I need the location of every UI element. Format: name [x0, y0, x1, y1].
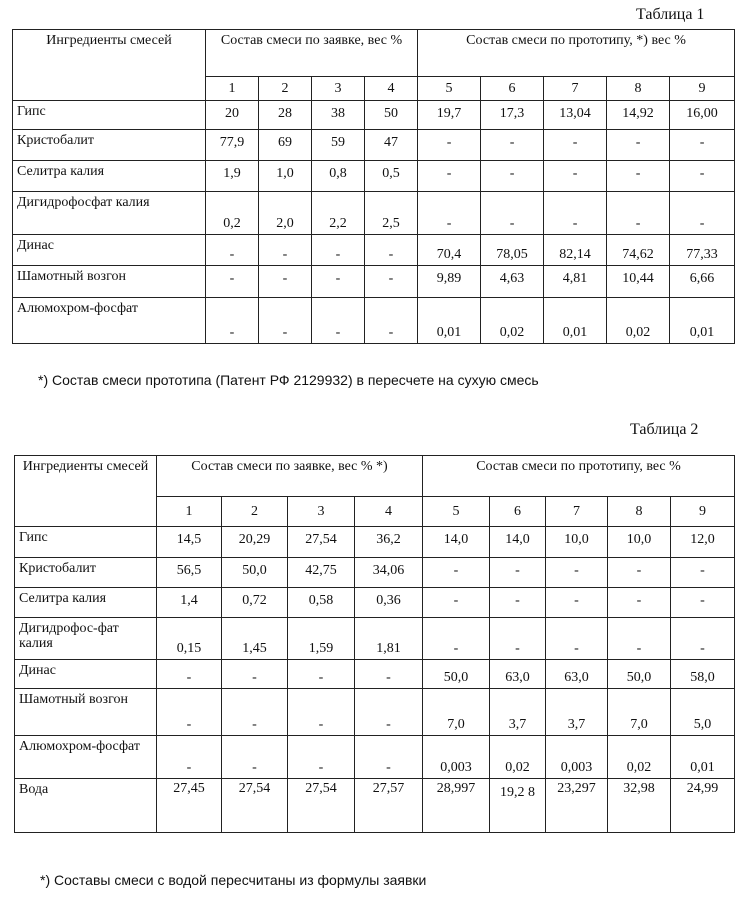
row-label: Динас: [13, 235, 206, 266]
cell-value: 0,36: [355, 588, 423, 618]
table1-col-number: 3: [312, 77, 365, 101]
cell-value: -: [608, 588, 671, 618]
cell-value: 4,81: [544, 266, 607, 298]
table1-caption: Таблица 1: [636, 6, 705, 23]
cell-value: 3,7: [490, 689, 546, 736]
cell-value: -: [490, 588, 546, 618]
table-row: [15, 558, 735, 588]
cell-value: 6,66: [670, 266, 735, 298]
table2-col-number: 7: [546, 497, 608, 527]
cell-value: 36,2: [355, 527, 423, 558]
cell-value: -: [222, 660, 288, 689]
row-label: Шамотный возгон: [13, 266, 206, 298]
cell-value: 0,02: [607, 298, 670, 344]
cell-value: 0,72: [222, 588, 288, 618]
table-row: [15, 660, 735, 689]
cell-value: 2,0: [259, 192, 312, 235]
table2-header-ingredient: Ингредиенты смесей: [15, 456, 157, 527]
row-label: Гипс: [15, 527, 157, 558]
table2-caption: Таблица 2: [630, 421, 699, 438]
cell-value: 1,4: [157, 588, 222, 618]
cell-value: 10,44: [607, 266, 670, 298]
table-row: [13, 101, 735, 130]
cell-value: -: [607, 161, 670, 192]
cell-value: -: [206, 235, 259, 266]
cell-value: 47: [365, 130, 418, 161]
cell-value: 42,75: [288, 558, 355, 588]
cell-value: -: [288, 689, 355, 736]
row-label: Вода: [15, 779, 157, 833]
cell-value: 27,57: [355, 779, 423, 833]
cell-value: -: [157, 660, 222, 689]
cell-value: 14,92: [607, 101, 670, 130]
cell-value: 7,0: [608, 689, 671, 736]
table1-col-number: 6: [481, 77, 544, 101]
row-label: Кристобалит: [15, 558, 157, 588]
cell-value: 2,5: [365, 192, 418, 235]
cell-value: 74,62: [607, 235, 670, 266]
cell-value: 0,5: [365, 161, 418, 192]
cell-value: 19,7: [418, 101, 481, 130]
table-row: [15, 689, 735, 736]
table1: [12, 29, 735, 344]
cell-value: -: [670, 192, 735, 235]
cell-value: 70,4: [418, 235, 481, 266]
row-label: Селитра калия: [13, 161, 206, 192]
cell-value: 5,0: [671, 689, 735, 736]
cell-value: 63,0: [490, 660, 546, 689]
cell-value: -: [206, 266, 259, 298]
table-row: [15, 779, 735, 833]
table1-header-claim: Состав смеси по заявке, вес %: [206, 30, 418, 77]
cell-value: 0,2: [206, 192, 259, 235]
cell-value: -: [418, 130, 481, 161]
row-label: Селитра калия: [15, 588, 157, 618]
cell-value: -: [671, 618, 735, 660]
cell-value: 27,54: [222, 779, 288, 833]
cell-value: 38: [312, 101, 365, 130]
cell-value: -: [607, 130, 670, 161]
cell-value: 59: [312, 130, 365, 161]
cell-value: 0,15: [157, 618, 222, 660]
cell-value: 14,0: [423, 527, 490, 558]
cell-value: 1,45: [222, 618, 288, 660]
cell-value: 69: [259, 130, 312, 161]
cell-value: 23,297: [546, 779, 608, 833]
cell-value: -: [544, 192, 607, 235]
table2-col-number: 2: [222, 497, 288, 527]
table1-col-number: 9: [670, 77, 735, 101]
cell-value: -: [670, 130, 735, 161]
table2-header-prototype: Состав смеси по прототипу, вес %: [423, 456, 735, 497]
cell-value: -: [222, 736, 288, 779]
cell-value: 9,89: [418, 266, 481, 298]
cell-value: -: [546, 558, 608, 588]
cell-value: -: [259, 235, 312, 266]
cell-value: 27,54: [288, 779, 355, 833]
cell-value: 0,003: [546, 736, 608, 779]
cell-value: -: [355, 660, 423, 689]
cell-value: -: [288, 736, 355, 779]
table2-header-claim: Состав смеси по заявке, вес % *): [157, 456, 423, 497]
table1-col-number: 1: [206, 77, 259, 101]
cell-value: -: [418, 161, 481, 192]
cell-value: 50,0: [608, 660, 671, 689]
table2-col-number: 1: [157, 497, 222, 527]
cell-value: 19,2 8: [490, 779, 546, 833]
cell-value: 24,99: [671, 779, 735, 833]
cell-value: -: [607, 192, 670, 235]
cell-value: -: [490, 618, 546, 660]
cell-value: -: [312, 235, 365, 266]
cell-value: -: [157, 689, 222, 736]
row-label: Алюмохром-фосфат: [13, 298, 206, 344]
cell-value: 14,0: [490, 527, 546, 558]
cell-value: 0,01: [670, 298, 735, 344]
table2-col-number: 5: [423, 497, 490, 527]
cell-value: 4,63: [481, 266, 544, 298]
table1-header-ingredient: Ингредиенты смесей: [13, 30, 206, 101]
cell-value: 50: [365, 101, 418, 130]
cell-value: 10,0: [546, 527, 608, 558]
table1-col-number: 2: [259, 77, 312, 101]
cell-value: -: [355, 689, 423, 736]
cell-value: 0,003: [423, 736, 490, 779]
table1-footnote: *) Состав смеси прототипа (Патент РФ 2129932) в пересчете на сухую смесь: [38, 372, 539, 388]
row-label: Дигидрофосфат калия: [13, 192, 206, 235]
cell-value: -: [365, 266, 418, 298]
cell-value: 28,997: [423, 779, 490, 833]
cell-value: 12,0: [671, 527, 735, 558]
table2-col-number: 8: [608, 497, 671, 527]
table1-col-number: 4: [365, 77, 418, 101]
cell-value: 0,8: [312, 161, 365, 192]
table-row: [13, 298, 735, 344]
cell-value: 56,5: [157, 558, 222, 588]
cell-value: 1,59: [288, 618, 355, 660]
row-label: Динас: [15, 660, 157, 689]
table-row: [13, 192, 735, 235]
cell-value: 20,29: [222, 527, 288, 558]
cell-value: 1,0: [259, 161, 312, 192]
cell-value: 1,81: [355, 618, 423, 660]
cell-value: 7,0: [423, 689, 490, 736]
cell-value: -: [206, 298, 259, 344]
table2-col-number: 3: [288, 497, 355, 527]
table2: [14, 455, 735, 833]
cell-value: 16,00: [670, 101, 735, 130]
cell-value: 0,58: [288, 588, 355, 618]
cell-value: -: [288, 660, 355, 689]
cell-value: -: [546, 618, 608, 660]
cell-value: -: [259, 266, 312, 298]
cell-value: -: [490, 558, 546, 588]
cell-value: -: [423, 558, 490, 588]
row-label: Шамотный возгон: [15, 689, 157, 736]
cell-value: 20: [206, 101, 259, 130]
cell-value: 0,01: [671, 736, 735, 779]
cell-value: 17,3: [481, 101, 544, 130]
table-row: [13, 266, 735, 298]
cell-value: 82,14: [544, 235, 607, 266]
cell-value: -: [365, 298, 418, 344]
cell-value: -: [608, 558, 671, 588]
table-row: [15, 527, 735, 558]
table-row: [15, 618, 735, 660]
cell-value: 78,05: [481, 235, 544, 266]
cell-value: 0,01: [418, 298, 481, 344]
cell-value: -: [418, 192, 481, 235]
table-row: [15, 736, 735, 779]
cell-value: -: [355, 736, 423, 779]
cell-value: 0,02: [490, 736, 546, 779]
row-label: Алюмохром-фосфат: [15, 736, 157, 779]
table2-col-number: 4: [355, 497, 423, 527]
cell-value: 50,0: [423, 660, 490, 689]
row-label: Гипс: [13, 101, 206, 130]
cell-value: -: [423, 588, 490, 618]
cell-value: 58,0: [671, 660, 735, 689]
table2-col-number: 6: [490, 497, 546, 527]
cell-value: -: [222, 689, 288, 736]
cell-value: -: [423, 618, 490, 660]
table-row: [13, 130, 735, 161]
row-label: Дигидрофос-фат калия: [15, 618, 157, 660]
cell-value: -: [544, 161, 607, 192]
table2-col-number: 9: [671, 497, 735, 527]
cell-value: 50,0: [222, 558, 288, 588]
cell-value: 13,04: [544, 101, 607, 130]
table1-col-number: 7: [544, 77, 607, 101]
cell-value: -: [365, 235, 418, 266]
cell-value: 1,9: [206, 161, 259, 192]
cell-value: 77,33: [670, 235, 735, 266]
cell-value: 0,01: [544, 298, 607, 344]
cell-value: 2,2: [312, 192, 365, 235]
cell-value: 28: [259, 101, 312, 130]
cell-value: 27,54: [288, 527, 355, 558]
cell-value: -: [671, 588, 735, 618]
cell-value: 3,7: [546, 689, 608, 736]
cell-value: 27,45: [157, 779, 222, 833]
cell-value: 14,5: [157, 527, 222, 558]
cell-value: -: [259, 298, 312, 344]
cell-value: -: [670, 161, 735, 192]
cell-value: 63,0: [546, 660, 608, 689]
cell-value: -: [481, 192, 544, 235]
table2-footnote: *) Составы смеси с водой пересчитаны из формулы заявки: [40, 872, 427, 888]
cell-value: -: [312, 266, 365, 298]
table1-col-number: 5: [418, 77, 481, 101]
cell-value: 77,9: [206, 130, 259, 161]
cell-value: -: [671, 558, 735, 588]
cell-value: 0,02: [608, 736, 671, 779]
cell-value: -: [546, 588, 608, 618]
cell-value: -: [608, 618, 671, 660]
cell-value: 10,0: [608, 527, 671, 558]
table-row: [15, 588, 735, 618]
cell-value: 34,06: [355, 558, 423, 588]
row-label: Кристобалит: [13, 130, 206, 161]
cell-value: -: [312, 298, 365, 344]
cell-value: 0,02: [481, 298, 544, 344]
cell-value: -: [157, 736, 222, 779]
cell-value: -: [481, 130, 544, 161]
cell-value: -: [481, 161, 544, 192]
table-row: [13, 235, 735, 266]
table1-col-number: 8: [607, 77, 670, 101]
cell-value: -: [544, 130, 607, 161]
cell-value: 32,98: [608, 779, 671, 833]
table-row: [13, 161, 735, 192]
table1-header-prototype: Состав смеси по прототипу, *) вес %: [418, 30, 735, 77]
